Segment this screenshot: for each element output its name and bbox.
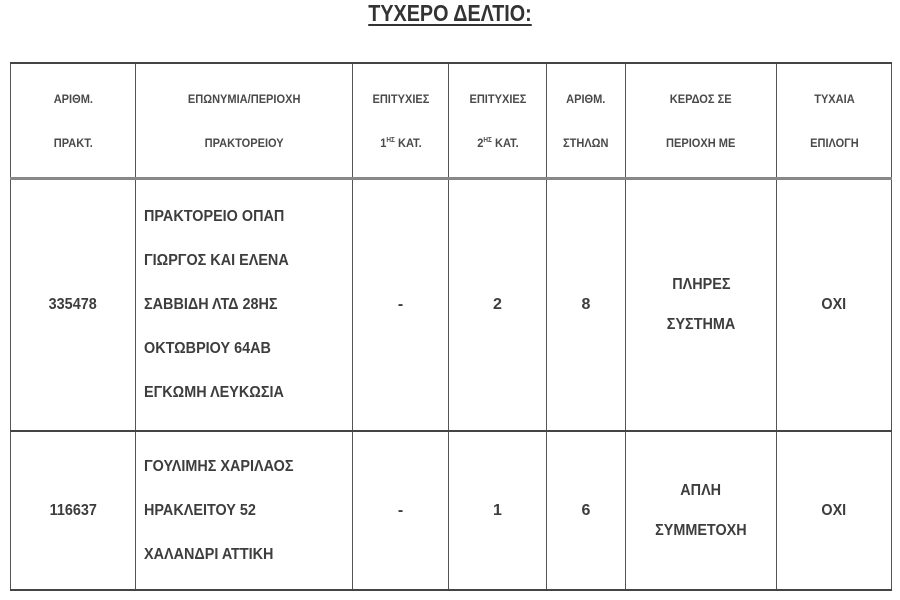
table-row: [11, 179, 892, 432]
winning-ticket-table: [10, 62, 892, 591]
random-pick-cell: ΟΧΙ: [777, 179, 892, 432]
header-wins-cat1: ΕΠΙΤΥΧΙΕΣ $1^{H\Sigma}$ ΚΑΤ.: [353, 63, 449, 179]
title-text: ΤΥΧΕΡΟ ΔΕΛΤΙΟ:: [368, 0, 532, 26]
header-row: [11, 63, 892, 179]
header-agency-name: ΕΠΩΝΥΜΙΑ/ΠΕΡΙΟΧΗ ΠΡΑΚΤΟΡΕΙΟΥ: [136, 63, 353, 179]
agency-number-cell: 335478: [11, 179, 136, 432]
header-wins-cat2: ΕΠΙΤΥΧΙΕΣ $2^{H\Sigma}$ ΚΑΤ.: [449, 63, 547, 179]
gain-cell: ΑΠΛΗ ΣΥΜΜΕΤΟΧΗ: [626, 431, 777, 590]
wins-cat2-cell: 1: [449, 431, 547, 590]
random-pick-cell: ΟΧΙ: [777, 431, 892, 590]
agency-name-cell: ΓΟΥΛΙΜΗΣ ΧΑΡΙΛΑΟΣ ΗΡΑΚΛΕΙΤΟΥ 52 ΧΑΛΑΝΔΡΙ ΑΤΤΙΚΗ: [136, 431, 353, 590]
columns-cell: 8: [547, 179, 626, 432]
header-agency-number: ΑΡΙΘΜ. ΠΡΑΚΤ.: [11, 63, 136, 179]
columns-cell: 6: [547, 431, 626, 590]
page-title: [63, 0, 837, 27]
wins-cat2-cell: 2: [449, 179, 547, 432]
header-columns: ΑΡΙΘΜ. ΣΤΗΛΩΝ: [547, 63, 626, 179]
agency-number-cell: 116637: [11, 431, 136, 590]
header-random-pick: ΤΥΧΑΙΑ ΕΠΙΛΟΓΗ: [777, 63, 892, 179]
gain-cell: ΠΛΗΡΕΣ ΣΥΣΤΗΜΑ: [626, 179, 777, 432]
wins-cat1-cell: -: [353, 431, 449, 590]
header-gain: ΚΕΡΔΟΣ ΣΕ ΠΕΡΙΟΧΗ ΜΕ: [626, 63, 777, 179]
agency-name-cell: ΠΡΑΚΤΟΡΕΙΟ ΟΠΑΠ ΓΙΩΡΓΟΣ ΚΑΙ ΕΛΕΝΑ ΣΑΒΒΙΔΗ ΛΤΔ 28ΗΣ ΟΚΤΩΒΡΙΟΥ 64ΑΒ ΕΓΚΩΜΗ ΛΕΥΚΩΣΙΑ: [136, 179, 353, 432]
wins-cat1-cell: -: [353, 179, 449, 432]
table-row: [11, 431, 892, 590]
